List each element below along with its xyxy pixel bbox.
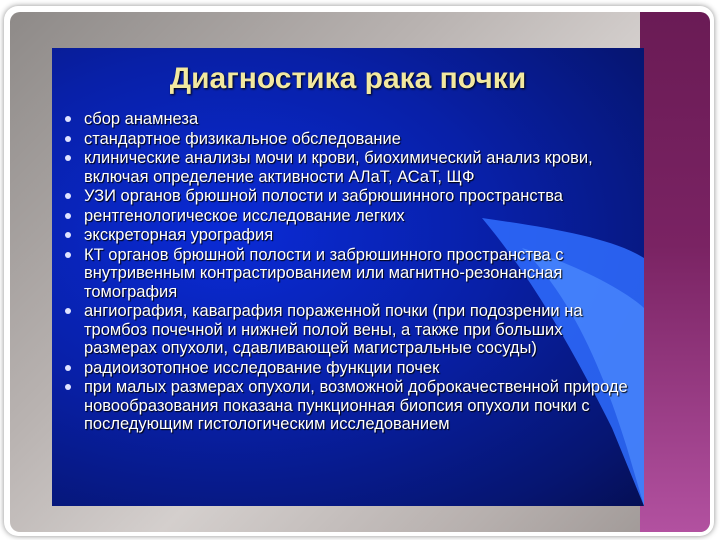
bullet-icon xyxy=(65,136,71,142)
list-item xyxy=(62,378,637,434)
list-item xyxy=(62,110,637,129)
bullet-icon xyxy=(65,252,71,258)
list-item-text: при малых размерах опухоли, возможной доброкачественной природе новообразования показана пункционная биопсия опухоли почки с последующим гистологическим исследованием xyxy=(84,378,628,433)
list-item-text: рентгенологическое исследование легких xyxy=(84,206,405,225)
list-item-text: стандартное физикальное обследование xyxy=(84,129,401,148)
diagnostics-list xyxy=(62,110,637,435)
bullet-icon xyxy=(65,155,71,161)
slide-backdrop xyxy=(10,12,710,532)
bullet-icon xyxy=(65,232,71,238)
list-item-text: радиоизотопное исследование функции почек xyxy=(84,358,440,377)
list-item xyxy=(62,226,637,245)
list-item-text: клинические анализы мочи и крови, биохимический анализ крови, включая определение активности АЛаТ, АСаТ, ЩФ xyxy=(84,149,593,186)
slide-frame xyxy=(4,6,714,536)
bullet-icon xyxy=(65,365,71,371)
bullet-icon xyxy=(65,116,71,122)
list-item-text: УЗИ органов брюшной полости и забрюшинного пространства xyxy=(84,187,563,205)
list-item xyxy=(62,149,637,186)
slide-title: Диагностика рака почки xyxy=(169,62,527,95)
content-panel xyxy=(52,48,644,506)
list-item xyxy=(62,302,637,358)
bullet-icon xyxy=(65,213,71,219)
bullet-icon xyxy=(65,193,71,199)
bullet-icon xyxy=(65,384,71,390)
list-item-text: КТ органов брюшной полости и забрюшинного пространства с внутривенным контрастированием или магнитно-резонансная томография xyxy=(84,245,564,301)
list-item xyxy=(62,359,637,378)
list-item-text: экскреторная урография xyxy=(84,226,274,244)
side-band xyxy=(640,12,710,532)
list-item-text: ангиография, каваграфия пораженной почки (при подозрении на тромбоз почечной и нижней полой вены, а также при больших размерах опухоли, сдавливающей магистральные сосуды) xyxy=(84,302,583,357)
list-item xyxy=(62,207,637,226)
list-item xyxy=(62,246,637,302)
list-item xyxy=(62,130,637,149)
list-item xyxy=(62,187,637,206)
list-item-text: сбор анамнеза xyxy=(84,110,199,128)
bullet-icon xyxy=(65,308,71,314)
